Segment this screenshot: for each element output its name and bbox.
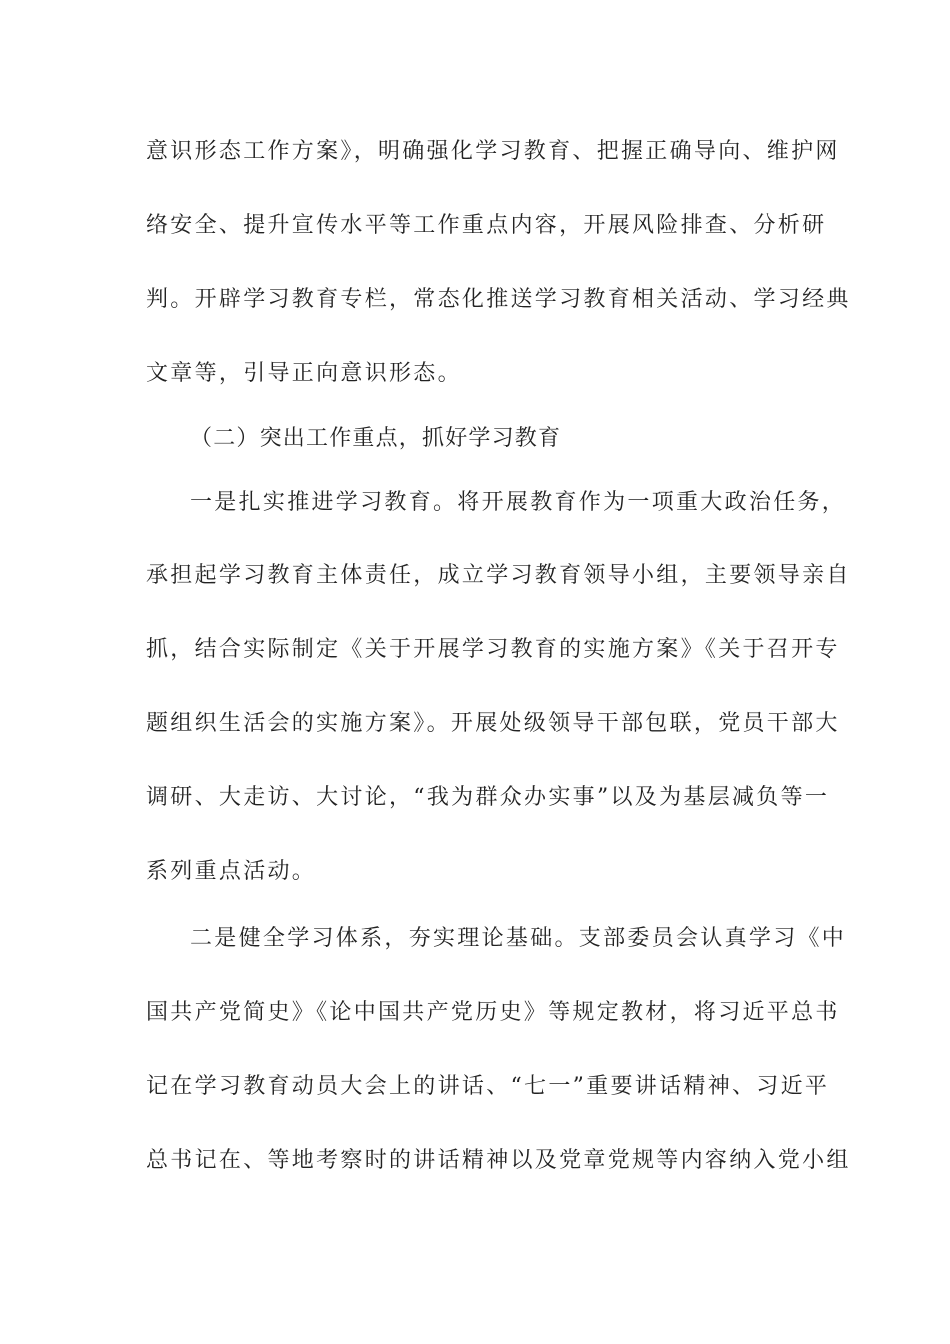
paragraph-line: 一是扎实推进学习教育。将开展教育作为一项重大政治任务， xyxy=(190,490,847,515)
paragraph-line: 二是健全学习体系，夯实理论基础。支部委员会认真学习《中 xyxy=(190,926,847,951)
paragraph-line: 调研、大走访、大讨论，“我为群众办实事”以及为基层减负等一 xyxy=(146,785,830,810)
paragraph-line: 判。开辟学习教育专栏，常态化推送学习教育相关活动、学习经典 xyxy=(146,287,851,312)
section-heading: （二）突出工作重点，抓好学习教育 xyxy=(190,426,562,451)
paragraph-line: 国共产党简史》《论中国共产党历史》等规定教材，将习近平总书 xyxy=(146,1000,840,1025)
paragraph-line: 记在学习教育动员大会上的讲话、“七一”重要讲话精神、习近平 xyxy=(146,1074,830,1099)
paragraph-line: 总书记在、等地考察时的讲话精神以及党章党规等内容纳入党小组 xyxy=(146,1148,851,1173)
paragraph-line: 系列重点活动。 xyxy=(146,859,317,884)
paragraph-line: 意识形态工作方案》，明确强化学习教育、把握正确导向、维护网 xyxy=(146,139,840,164)
paragraph-line: 题组织生活会的实施方案》。开展处级领导干部包联，党员干部大 xyxy=(146,711,840,736)
paragraph-line: 文章等，引导正向意识形态。 xyxy=(146,361,462,386)
paragraph-line: 承担起学习教育主体责任，成立学习教育领导小组，主要领导亲自 xyxy=(146,563,851,588)
paragraph-line: 抓，结合实际制定《关于开展学习教育的实施方案》《关于召开专 xyxy=(146,637,840,662)
paragraph-line: 络安全、提升宣传水平等工作重点内容，开展风险排查、分析研 xyxy=(146,213,827,238)
